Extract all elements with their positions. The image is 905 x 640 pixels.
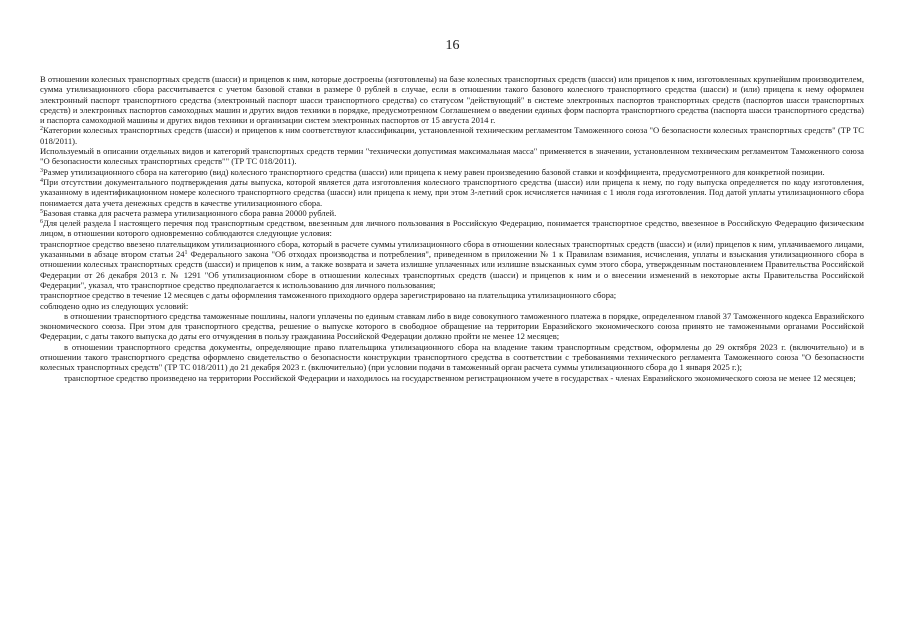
footnote-2 (40, 125, 864, 146)
paragraph: в отношении транспортного средства документы, определяющие право плательщика утилизационного сбора на владение таким транспортным средством, оформлены до 29 октября 2023 г. (включительно) и в отношении такого транспортного средства оформлено свидетельство о безопасности конструкции транспортного средства в соответствии с требованиями технического регламента Таможенного союза "О безопасности колесных транспортных средств" (ТР ТС 018/2011) до 21 декабря 2023 г. (включительно) (при условии подачи в таможенный орган расчета суммы утилизационного сбора до 1 января 2025 г.); (40, 341, 864, 373)
paragraph: Используемый в описании отдельных видов и категорий транспортных средств термин "технически допустимая максимальная масса" применяется в значении, установленном техническим регламентом Таможенного союза "О безопасности колесных транспортных средств"" (ТР ТС 018/2011). (40, 146, 864, 167)
paragraph: В отношении колесных транспортных средств (шасси) и прицепов к ним, которые достроены (изготовлены) на базе колесных транспортных средств (шасси) или прицепов к ним, изготовленных крупнейшим производителем, сумма утилизационного сбора рассчитывается с учетом базовой ставки в размере 0 рублей в случае, если в отношении такого базового колесного транспортного средства (шасси) и (или) прицепа к нему оформлен электронный паспорт транспортного средства (электронный паспорт шасси транспортного средства) со статусом "действующий" в системе электронных паспортов транспортных средств (паспортов шасси транспортных средств) и электронных паспортов самоходных машин и других видов техники в порядке, предусмотренном Соглашением о введении единых форм паспорта транспортного средства (паспорта шасси транспортного средства) и паспорта самоходной машины и других видов техники и организации систем электронных паспортов от 15 августа 2014 г. (40, 74, 864, 126)
footnote-6 (40, 218, 864, 239)
footnote-3 (40, 167, 864, 177)
paragraph-text: транспортное средство ввезено плательщиком утилизационного сбора, который в расчете суммы утилизационного сбора в отношении колесных транспортных средств (шасси) и (или) прицепов к ним, уплачиваемого лицами, указанными в абзаце втором статьи 24 (40, 238, 864, 260)
paragraph: в отношении транспортного средства таможенные пошлины, налоги уплачены по единым ставкам либо в виде совокупного таможенного платежа в порядке, определенном главой 37 Таможенного кодекса Евразийского экономического союза. При этом для транспортного средства, решение о выпуске которого в свободное обращение на территории Евразийского экономического союза принято не таможенными органами Российской Федерации, с даты такого выпуска до даты его отчуждения в пользу гражданина Российской Федерации должно пройти не менее 12 месяцев; (40, 310, 864, 342)
footnote-mark: 3 (40, 167, 43, 174)
page-number: 16 (445, 38, 460, 53)
paragraph: транспортное средство произведено на территории Российской Федерации и находилось на государственном регистрационном учете в государствах - членах Евразийского экономического союза не менее 12 месяцев; (64, 372, 856, 383)
paragraph: соблюдено одно из следующих условий: (40, 300, 189, 311)
footnote-5 (40, 208, 864, 218)
footnote-mark: 4 (40, 177, 43, 184)
footnote-mark: 1 (184, 250, 188, 257)
document-body (40, 74, 864, 383)
footnote-mark: 5 (40, 208, 43, 215)
footnote-text: Размер утилизационного сбора на категорию (вид) колесного транспортного средства (шасси) или прицепа к нему равен произведению базовой ставки и коэффициента, предусмотренного для конкретной позиции. (43, 166, 825, 177)
footnote-text: Для целей раздела I настоящего перечня под транспортным средством, ввезенным для личного пользования в Российскую Федерацию, понимается транспортное средство, ввезенное в Российскую Федерацию физическим лицом, в отношении которого одновременно соблюдаются следующие условия: (40, 218, 864, 239)
footnote-text: При отсутствии документального подтверждения даты выпуска, которой является дата изготовления колесного транспортного средства (шасси) или прицепа к нему, по году выпуска определяется по коду изготовления, указанному в идентификационном номере колесного транспортного средства (шасси) или прицепа к нему, при этом 3-летний срок исчисляется начиная с 1 июля года изготовления. Под датой уплаты утилизационного сбора понимается дата учета денежных средств в качестве утилизационного сбора. (40, 176, 864, 208)
footnote-text: Базовая ставка для расчета размера утилизационного сбора равна 20000 рублей. (43, 207, 337, 218)
footnote-mark: 6 (40, 219, 43, 226)
paragraph: транспортное средство в течение 12 месяцев с даты оформления таможенного приходного ордера зарегистрировано на плательщика утилизационного сбора; (40, 290, 617, 301)
footnote-mark: 2 (40, 126, 43, 133)
paragraph (40, 239, 864, 290)
footnote-4 (40, 177, 864, 208)
footnote-text: Категории колесных транспортных средств (шасси) и прицепов к ним соответствуют классификации, установленной техническим регламентом Таможенного союза "О безопасности колесных транспортных средств" (ТР ТС 018/2011). (40, 125, 864, 146)
paragraph-text: Федерального закона "Об отходах производства и потребления", приведенном в приложении № 1 к Правилам взимания, исчисления, уплаты и взыскания утилизационного сбора в отношении колесных транспортных средств (шасси) и прицепов к ним, а также возврата и зачета излишне уплаченных или излишне взысканных сумм этого сбора, утвержденным постановлением Правительства Российской Федерации от 26 декабря 2013 г. № 1291 "Об утилизационном сборе в отношении колесных транспортных средств (шасси) и прицепов к ним и о внесении изменений в некоторые акты Правительства Российской Федерации", указал, что транспортное средство предполагается к использованию для личного пользования; (40, 249, 864, 290)
